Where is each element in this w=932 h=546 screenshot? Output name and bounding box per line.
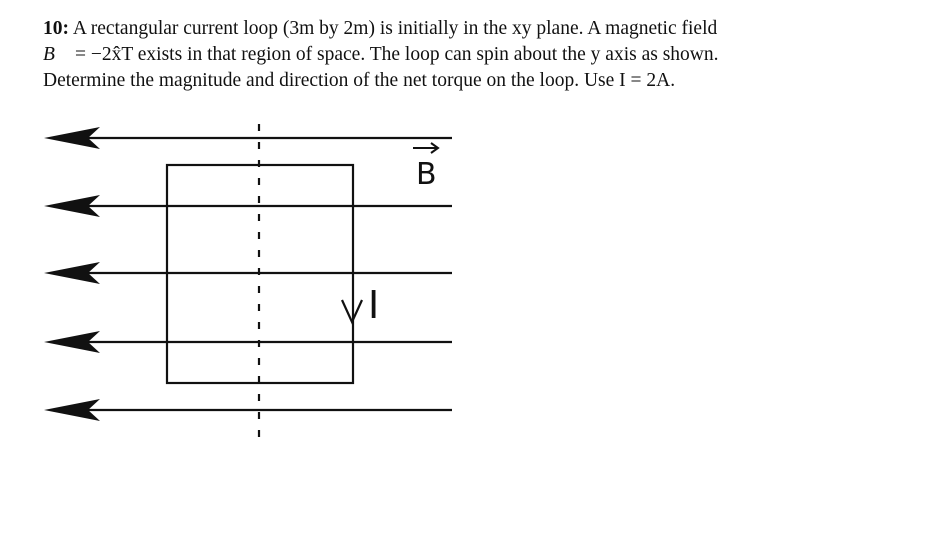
- problem-text-3: Determine the magnitude and direction of the net torque on the loop. Use I = 2A.: [43, 70, 676, 91]
- field-label: B: [416, 157, 437, 192]
- problem-text-2: = −2x̂T exists in that region of space. The loop can spin about the y axis as shown.: [70, 44, 719, 65]
- field-symbol: B⃗: [43, 44, 71, 65]
- problem-number: 10:: [43, 18, 69, 39]
- problem-text-1: A rectangular current loop (3m by 2m) is initially in the xy plane. A magnetic field: [72, 18, 718, 39]
- field-lines: [44, 127, 452, 421]
- current-label: I: [368, 283, 380, 327]
